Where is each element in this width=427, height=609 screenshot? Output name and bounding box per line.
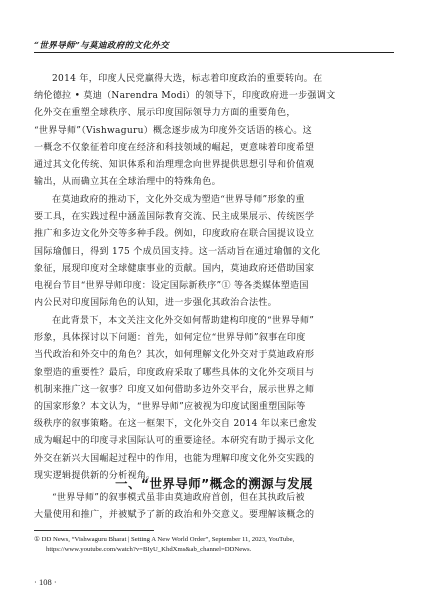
text-line: 内公民对印度国际角色的认知，进一步强化其政治合法性。 bbox=[34, 298, 278, 309]
text-line: 的国家形象？本文认为，“世界导师”应被视为印度试图重塑国际等 bbox=[34, 401, 306, 412]
page-number: · 108 · bbox=[34, 577, 57, 587]
text-line: 级秩序的叙事策略。在这一框架下，文化外交自 2014 年以来已愈发 bbox=[34, 419, 317, 430]
text-line: 在此背景下，本文关注文化外交如何帮助建构印度的“世界导师” bbox=[52, 316, 315, 326]
text-line: 通过其文化传统、知识体系和治理理念向世界提供思想引导和价值观 bbox=[34, 159, 315, 170]
running-header bbox=[34, 37, 394, 53]
header-rule bbox=[34, 52, 394, 53]
footnote-rule bbox=[34, 530, 154, 531]
text-line: 当代政治和外交中的角色？其次，如何理解文化外交对于莫迪政府形 bbox=[34, 350, 315, 361]
text-line: 要工具，在实践过程中涵盖国际教育交流、民主成果展示、传统医学 bbox=[34, 212, 315, 223]
text-line: 机制来推广这一叙事？印度又如何借助多边外交平台，展示世界之师 bbox=[34, 384, 315, 395]
text-line: 2014 年，印度人民党赢得大选，标志着印度政治的重要转向。在 bbox=[52, 74, 323, 84]
paragraph-3 bbox=[34, 313, 394, 485]
footnote bbox=[34, 535, 394, 555]
text-line: 电视台节目“世界导师印度：设定国际新秩序”① 等各类媒体塑造国 bbox=[34, 280, 309, 291]
text-line: 在莫迪政府的推动下，文化外交成为塑造“世界导师”形象的重 bbox=[52, 195, 305, 205]
text-line: 输出，从而确立其在全球治理中的特殊角色。 bbox=[34, 177, 221, 188]
paragraph-2 bbox=[34, 192, 394, 312]
footnote-url: https://www.youtube.com/watch?v=BIyU_KhdXms&ab_channel=DDNews. bbox=[46, 546, 252, 553]
text-line: 象征，展现印度对全球健康事业的贡献。国内，莫迪政府还借助国家 bbox=[34, 263, 315, 274]
text-line: “世界导师”（Vishwaguru）概念逐步成为印度外交话语的核心。这 bbox=[34, 125, 312, 136]
text-line: 国际瑜伽日，得到 175 个成员国支持。这一活动旨在通过瑜伽的文化 bbox=[34, 246, 321, 257]
paragraph-4 bbox=[34, 490, 394, 524]
paragraph-1 bbox=[34, 71, 394, 191]
text-line: 推广和多边文化外交等多种手段。例如，印度政府在联合国提议设立 bbox=[34, 229, 315, 240]
section-heading: 一、“世界导师”概念的溯源与发展 bbox=[115, 476, 313, 491]
text-line: “世界导师”的叙事模式虽非由莫迪政府首创，但在其执政后被 bbox=[52, 493, 305, 503]
running-title: “世界导师”与莫迪政府的文化外交 bbox=[34, 41, 169, 51]
text-line: 化外交在重塑全球秩序、展示印度国际领导力方面的重要角色， bbox=[34, 108, 296, 119]
text-line: 一概念不仅象征着印度在经济和科技领域的崛起，更意味着印度希望 bbox=[34, 142, 315, 153]
text-line: 纳伦德拉 • 莫迪（Narendra Modi）的领导下，印度政府进一步强调文 bbox=[34, 91, 336, 102]
footnote-line: ① DD News, “Vishwaguru Bharat | Setting A New World Order”, September 11, 2023, YouTube, bbox=[34, 536, 295, 543]
text-line: 象塑造的重要性？最后，印度政府采取了哪些具体的文化外交项目与 bbox=[34, 367, 315, 378]
text-line: 形象，具体探讨以下问题：首先，如何定位“世界导师”叙事在印度 bbox=[34, 333, 306, 344]
text-line: 外交在新兴大国崛起过程中的作用，也能为理解印度文化外交实践的 bbox=[34, 453, 315, 464]
text-line: 成为崛起中的印度寻求国际认可的重要途径。本研究有助于揭示文化 bbox=[34, 436, 315, 447]
text-line: 现实逻辑提供新的分析视角。 bbox=[34, 470, 156, 481]
text-line: 大量使用和推广，并被赋予了新的政治和外交意义。要理解该概念的 bbox=[34, 510, 315, 521]
